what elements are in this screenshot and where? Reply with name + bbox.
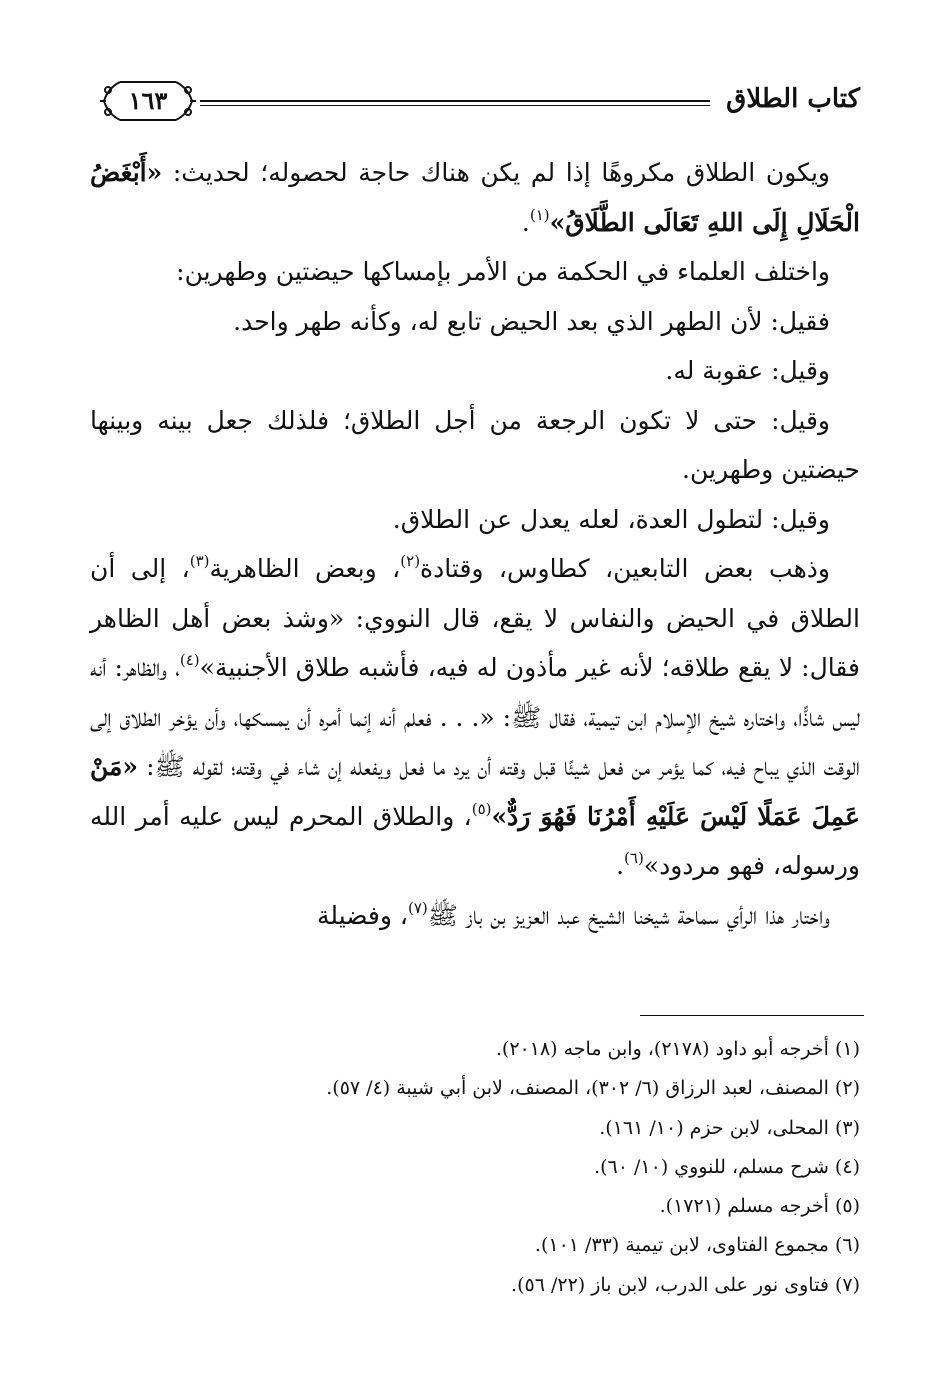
text-run: ، إلى أن الطلاق في الحيض والنفاس لا يقع، قال النووي: «وشذ بعض أهل الظاهر فقال: لا يقع طلاقه؛ لأنه غير مأذون له فيه، فأشبه طلاق الأجنبية» <box>90 554 860 682</box>
hadith-quote: «مَنْ عَمِلَ عَمَلًا لَيْسَ عَلَيْهِ أَمْرُنَا فَهُوَ رَدٌّ» <box>90 752 860 831</box>
paragraph-3: فقيل: لأن الطهر الذي بعد الحيض تابع له، وكأنه طهر واحد. <box>233 306 830 336</box>
page-number: ١٦٣ <box>128 86 168 115</box>
footnote-ref: (٤) <box>179 651 200 669</box>
text-run: ، وفضيلة <box>317 900 408 930</box>
footnote-5: (٥) أخرجه مسلم (١٧٢١). <box>659 1195 860 1218</box>
text-run: . <box>521 207 530 237</box>
footnote-3: (٣) المحلى، لابن حزم (١٠/ ١٦١). <box>599 1116 860 1139</box>
page-header <box>98 70 860 130</box>
paragraph-2: واختلف العلماء في الحكمة من الأمر بإمساكها حيضتين وطهرين: <box>176 257 830 286</box>
footnote-ref: (٥) <box>471 799 492 818</box>
chapter-title: كتاب الطلاق <box>726 84 860 114</box>
header-rule <box>200 100 710 102</box>
text-run: ، والطلاق المحرم ليس عليه أمر الله ورسوله، فهو مردود» <box>90 801 860 880</box>
paragraph-1 <box>90 148 860 247</box>
text-run: ، والظاهر: أنه ليس شاذًّا، واختاره شيخ الإسلام ابن تيمية، فقال ﷺ: «. . . فعلم أنه إنما أمره أن يمسكها، وأن يؤخر الطلاق إلى الوقت الذي يباح فيه، كما يؤمر من فعل شيئًا قبل وقته أن يرد ما فعل ويفعله إن شاء في وقته؛ لقوله ﷺ: <box>90 653 860 781</box>
paragraph-7 <box>90 544 860 891</box>
footnote-ref: (١) <box>529 205 550 224</box>
paragraph-8 <box>90 891 860 941</box>
paragraph-5: وقيل: حتى لا تكون الرجعة من أجل الطلاق؛ فلذلك جعل بينه وبينها حيضتين وطهرين. <box>90 405 860 484</box>
main-text <box>90 148 860 940</box>
footnote-divider <box>640 1015 864 1016</box>
text-run: ويكون الطلاق مكروهًا إذا لم يكن هناك حاجة لحصوله؛ لحديث: <box>162 158 830 187</box>
hadith-quote: «أَبْغَضُ الْحَلَالِ إِلَى اللهِ تَعَالَى الطَّلَاقُ» <box>90 158 860 237</box>
footnote-ref: (٧) <box>407 898 428 917</box>
footnote-ref: (٦) <box>624 849 644 867</box>
footnote-7: (٧) فتاوى نور على الدرب، لابن باز (٢٢/ ٥٦). <box>511 1273 860 1296</box>
text-run: . <box>616 851 625 880</box>
text-run: واختار هذا الرأي سماحة شيخنا الشيخ عبد العزيز بن باز ﷺ <box>427 900 830 930</box>
text-run: ، وبعض الظاهرية <box>209 554 401 583</box>
paragraph-4: وقيل: عقوبة له. <box>665 356 830 385</box>
text-run: وذهب بعض التابعين، كطاوس، وقتادة <box>420 554 830 583</box>
footnote-ref: (٢) <box>400 552 421 570</box>
footnote-2: (٢) المصنف، لعبد الرزاق (٦/ ٣٠٢)، المصنف، لابن أبي شيبة (٤/ ٥٧). <box>326 1077 860 1100</box>
paragraph-6: وقيل: لتطول العدة، لعله يعدل عن الطلاق. <box>392 504 830 534</box>
footnote-ref: (٣) <box>189 552 210 570</box>
footnote-4: (٤) شرح مسلم، للنووي (١٠/ ٦٠). <box>594 1155 860 1178</box>
footnotes <box>90 1030 860 1305</box>
footnote-6: (٦) مجموع الفتاوى، لابن تيمية (٣٣/ ١٠١). <box>534 1234 860 1257</box>
footnote-1: (١) أخرجه أبو داود (٢١٧٨)، وابن ماجه (٢٠١٨). <box>495 1038 860 1060</box>
header-rule-thin <box>200 105 710 106</box>
page-number-ornament <box>98 76 198 126</box>
